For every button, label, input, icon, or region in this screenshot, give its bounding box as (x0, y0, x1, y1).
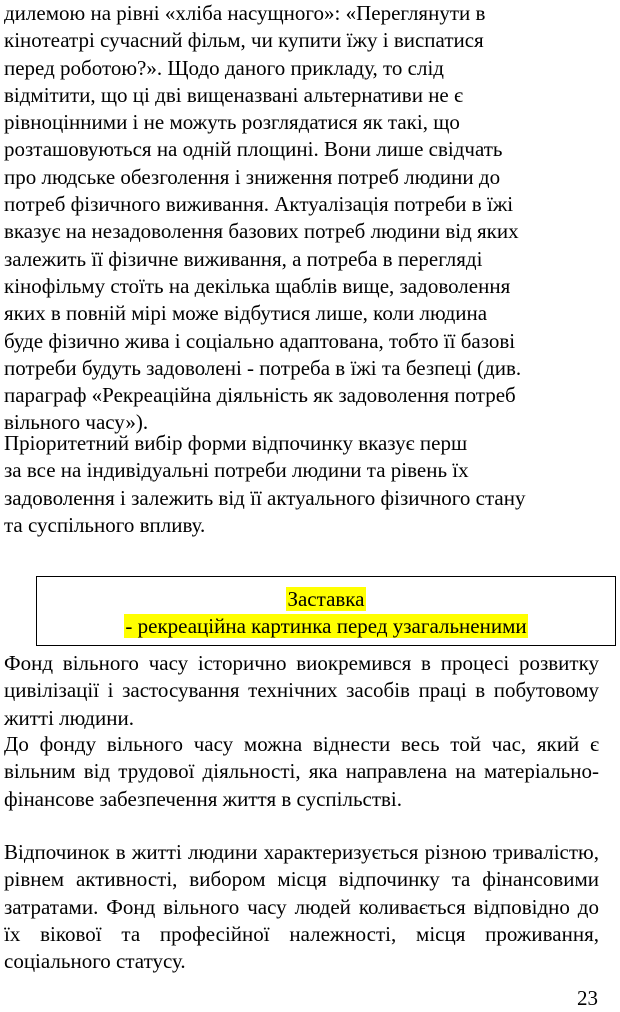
callout-title: Заставка (287, 587, 365, 611)
paragraph-free-time-definition: До фонду вільного часу можна віднести весь той час, який є вільним від трудової діяльності, яка направлена на матеріально-фінансове забезпечення життя в суспільстві. (4, 732, 599, 811)
callout-subtitle: - рекреаційна картинка перед узагальненими (125, 614, 527, 638)
screensaver-callout-box (36, 576, 616, 646)
page-number: 23 (577, 986, 598, 1010)
paragraph-free-time-fund: Фонд вільного часу історично виокремився в процесі розвитку цивілізації і застосування технічних засобів праці в побутовому житті людини. (4, 651, 599, 730)
paragraph-rest-choice: Пріоритетний вибір форми відпочинку вказує перш за все на індивідуальні потреби людини та рівень їх задоволення і залежить від її актуального фізичного стану та суспільного впливу. (4, 431, 526, 537)
paragraph-food-dilemma: дилемою на рівні «хліба насущного»: «Переглянути в кінотеатрі сучасний фільм, чи купити їжу і виспатися перед роботою?». Щодо даного прикладу, то слід відмітити, що ці дві вищеназвані альтернативи не є рівноцінними і не можуть розглядатися як такі, що розташовуються на одній площині. Вони лише свідчать про людське обезголення і зниження потреб людини до потреб фізичного виживання. Актуалізація потреби в їжі вказує на незадоволення базових потреб людини від яких залежить її фізичне виживання, а потреба в перегляді кінофільму стоїть на декілька щаблів вище, задоволення яких в повній мірі може відбутися лише, коли людина буде фізично жива і соціально адаптована, тобто її базові потреби будуть задоволені - потреба в їжі та безпеці (див. параграф «Рекреаційна діяльність як задоволення потреб вільного часу»). (4, 1, 522, 435)
paragraph-rest-characteristics: Відпочинок в житті людини характеризується різною тривалістю, рівнем активності, вибором місця відпочинку та фінансовими затратами. Фонд вільного часу людей коливається відповідно до їх вікової та професійної належності, місця проживання, соціального статусу. (4, 840, 599, 974)
